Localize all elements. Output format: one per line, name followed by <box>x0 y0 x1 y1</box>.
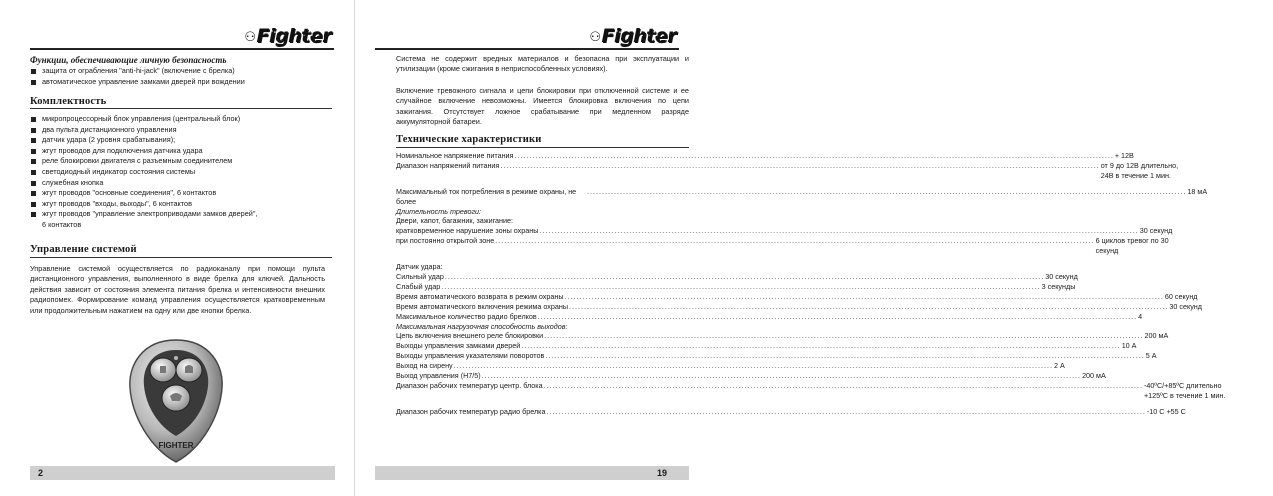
spec-label: Время автоматического включения режима охраны <box>396 301 568 311</box>
list-item: автоматическое управление замками дверей при вождении <box>30 77 340 88</box>
spec-label: Выход управления (Н7/5) <box>396 371 481 381</box>
list-item: датчик удара (2 уровня срабатывания); <box>30 135 335 146</box>
spec-label: кратковременное нарушение зоны охраны <box>396 226 539 236</box>
spec-row <box>396 311 1143 322</box>
spec-value: 5 А <box>1145 351 1157 361</box>
spec-value: 30 секунд <box>1169 301 1202 311</box>
spec-label: Максимальное количество радио брелков <box>396 311 537 321</box>
dot-leader: ........................................................................................................................................................................................................ <box>537 311 1138 321</box>
spec-row <box>396 186 1208 207</box>
spec-value: 18 мА <box>1187 186 1208 196</box>
list-item: жгут проводов "основные соединения", 6 контактов <box>30 188 335 199</box>
spec-row <box>396 226 1173 236</box>
spec-row <box>396 291 1198 302</box>
intro-paragraph-2: Включение тревожного сигнала и цепи блокировки при отключенной системе и ее случайное включение невозможны. Имеется блокировка включения по цепи зажигания. Отсутствует ложное срабатывание при медленном разряде аккумуляторной батареи. <box>396 86 689 127</box>
spec-label: Выходы управления замками дверей <box>396 341 521 351</box>
spec-row <box>396 301 1202 312</box>
car-logo-icon: ⚇ <box>589 29 601 45</box>
left-page <box>0 0 354 496</box>
kit-heading: Комплектность <box>30 96 107 107</box>
spec-subheading: Длительность тревоги: <box>396 206 482 216</box>
spec-label: Максимальный ток потребления в режиме охраны, не более <box>396 186 577 206</box>
spec-row <box>396 331 1169 341</box>
spec-label: при постоянно открытой зоне <box>396 236 495 246</box>
list-item: 6 контактов <box>42 219 82 229</box>
dot-leader: ........................................................................................................................................................................................................ <box>546 406 1146 416</box>
dot-leader: ........................................................................................................................................................................................................ <box>441 281 1041 291</box>
spec-value: 10 А <box>1121 341 1137 351</box>
header-rule <box>30 48 334 50</box>
remote-control-image <box>122 336 230 466</box>
specs-table <box>396 151 1226 417</box>
control-heading: Управление системой <box>30 244 137 255</box>
dot-leader: ........................................................................................................................................................................................................ <box>544 331 1144 341</box>
list-item: микропроцессорный блок управления (центральный блок) <box>30 114 335 125</box>
spec-label: Время автоматического возврата в режим охраны <box>396 291 564 301</box>
spec-label: Выходы управления указателями поворотов <box>396 351 545 361</box>
specs-heading: Технические характеристики <box>396 134 542 145</box>
spec-row <box>396 351 1157 361</box>
page-footer-bar <box>375 466 689 480</box>
spec-label: Слабый удар <box>396 281 441 291</box>
page-footer-bar <box>30 466 335 480</box>
list-item: жгут проводов "входы, выходы", 6 контактов <box>30 199 335 210</box>
remote-fob-icon <box>122 336 230 466</box>
functions-list <box>30 66 340 87</box>
spec-row <box>396 281 1076 292</box>
spec-value: 6 циклов тревог по 30 секунд <box>1095 236 1169 256</box>
right-page <box>355 0 1226 496</box>
car-logo-icon: ⚇ <box>244 29 256 45</box>
spec-row <box>396 271 1078 282</box>
spec-row <box>396 160 1179 181</box>
list-item: жгут проводов "управление электроприводами замков дверей", <box>30 209 335 220</box>
header-rule <box>375 48 679 50</box>
spec-value: -40ºС/+85ºС длительно +125ºС в течение 1 мин. <box>1143 380 1226 400</box>
dot-leader: ........................................................................................................................................................................................................ <box>453 361 1054 371</box>
kit-list <box>30 114 335 231</box>
list-item: светодиодный индикатор состояния системы <box>30 167 335 178</box>
dot-leader: ........................................................................................................................................................................................................ <box>543 380 1143 390</box>
dot-leader: ........................................................................................................................................................................................................ <box>500 160 1100 170</box>
specs-rule <box>396 147 689 148</box>
spec-row <box>396 341 1137 351</box>
spec-subheading: Датчик удара: <box>396 262 443 272</box>
control-paragraph: Управление системой осуществляется по радиоканалу при помощи пульта дистанционного управления, выполненного в виде брелка для ключей. Дальность действия зависит от состояния элемента питания брелка и интенсивности внешних радиопомех. Формирование команд управления осуществляется кратковременным или продолжительным нажатием на одну или две кнопки брелка. <box>30 264 325 315</box>
spec-row <box>396 236 1169 256</box>
list-item: жгут проводов для подключения датчика удара <box>30 146 335 157</box>
spec-label: Диапазон рабочих температур радио брелка <box>396 406 546 416</box>
spec-value: 3 секунды <box>1041 281 1076 291</box>
spec-value: 4 <box>1138 311 1143 321</box>
remote-brand-label: FIGHTER <box>158 441 194 450</box>
kit-rule <box>30 108 332 109</box>
page-number: 19 <box>656 468 667 478</box>
spec-value: 30 секунд <box>1045 271 1078 281</box>
spec-subheading: Двери, капот, багажник, зажигание: <box>396 216 514 226</box>
functions-heading: Функции, обеспечивающие личную безопасность <box>30 55 227 65</box>
page-number: 2 <box>38 468 44 478</box>
dot-leader: ........................................................................................................................................................................................................ <box>444 271 1045 281</box>
dot-leader: ........................................................................................................................................................................................................ <box>495 236 1095 246</box>
list-item: служебная кнопка <box>30 178 335 189</box>
spec-label: Номинальное напряжение питания <box>396 151 514 160</box>
spec-label: Цепь включения внешнего реле блокировки <box>396 331 544 341</box>
spec-value: 200 мА <box>1082 371 1106 381</box>
spec-label: Выход на сирену <box>396 361 453 371</box>
spec-row <box>396 406 1186 417</box>
spec-row <box>396 380 1226 401</box>
dot-leader: ........................................................................................................................................................................................................ <box>587 186 1187 196</box>
list-item: два пульта дистанционного управления <box>30 125 335 136</box>
spec-label: Диапазон напряжений питания <box>396 160 500 170</box>
control-rule <box>30 257 332 258</box>
spec-label: Сильный удар <box>396 271 444 281</box>
spec-row <box>396 371 1106 381</box>
spec-value: -10 С +55 С <box>1146 406 1186 416</box>
dot-leader: ........................................................................................................................................................................................................ <box>514 151 1114 160</box>
spec-subheading: Максимальная нагрузочная способность выходов: <box>396 321 568 331</box>
spec-label: Диапазон рабочих температур центр. блока <box>396 380 543 390</box>
list-item: реле блокировки двигателя с разъемным соединителем <box>30 156 335 167</box>
dot-leader: ........................................................................................................................................................................................................ <box>521 341 1121 351</box>
spec-row <box>396 361 1065 371</box>
spec-value: от 9 до 12В длительно, 24В в течение 1 мин. <box>1100 160 1179 180</box>
intro-paragraph-1: Система не содержит вредных материалов и безопасна при эксплуатации и утилизации (кроме сжигания в неприспособленных условиях). <box>396 54 689 74</box>
spec-value: 60 секунд <box>1164 291 1198 301</box>
dot-leader: ........................................................................................................................................................................................................ <box>539 226 1139 236</box>
spec-value: 2 А <box>1054 361 1065 371</box>
spec-row <box>396 151 1134 161</box>
list-item: защита от ограбления "anti-hi-jack" (включение с брелка) <box>30 66 340 77</box>
fighter-logo: ⚇ Fighter <box>589 26 677 48</box>
spec-value: 30 секунд <box>1139 226 1173 236</box>
dot-leader: ........................................................................................................................................................................................................ <box>481 371 1082 381</box>
dot-leader: ........................................................................................................................................................................................................ <box>569 301 1169 311</box>
spec-value: 200 мА <box>1144 331 1169 341</box>
dot-leader: ........................................................................................................................................................................................................ <box>545 351 1145 361</box>
fighter-logo: ⚇ Fighter <box>244 26 332 48</box>
spec-value: + 12В <box>1114 151 1134 160</box>
dot-leader: ........................................................................................................................................................................................................ <box>564 291 1164 301</box>
